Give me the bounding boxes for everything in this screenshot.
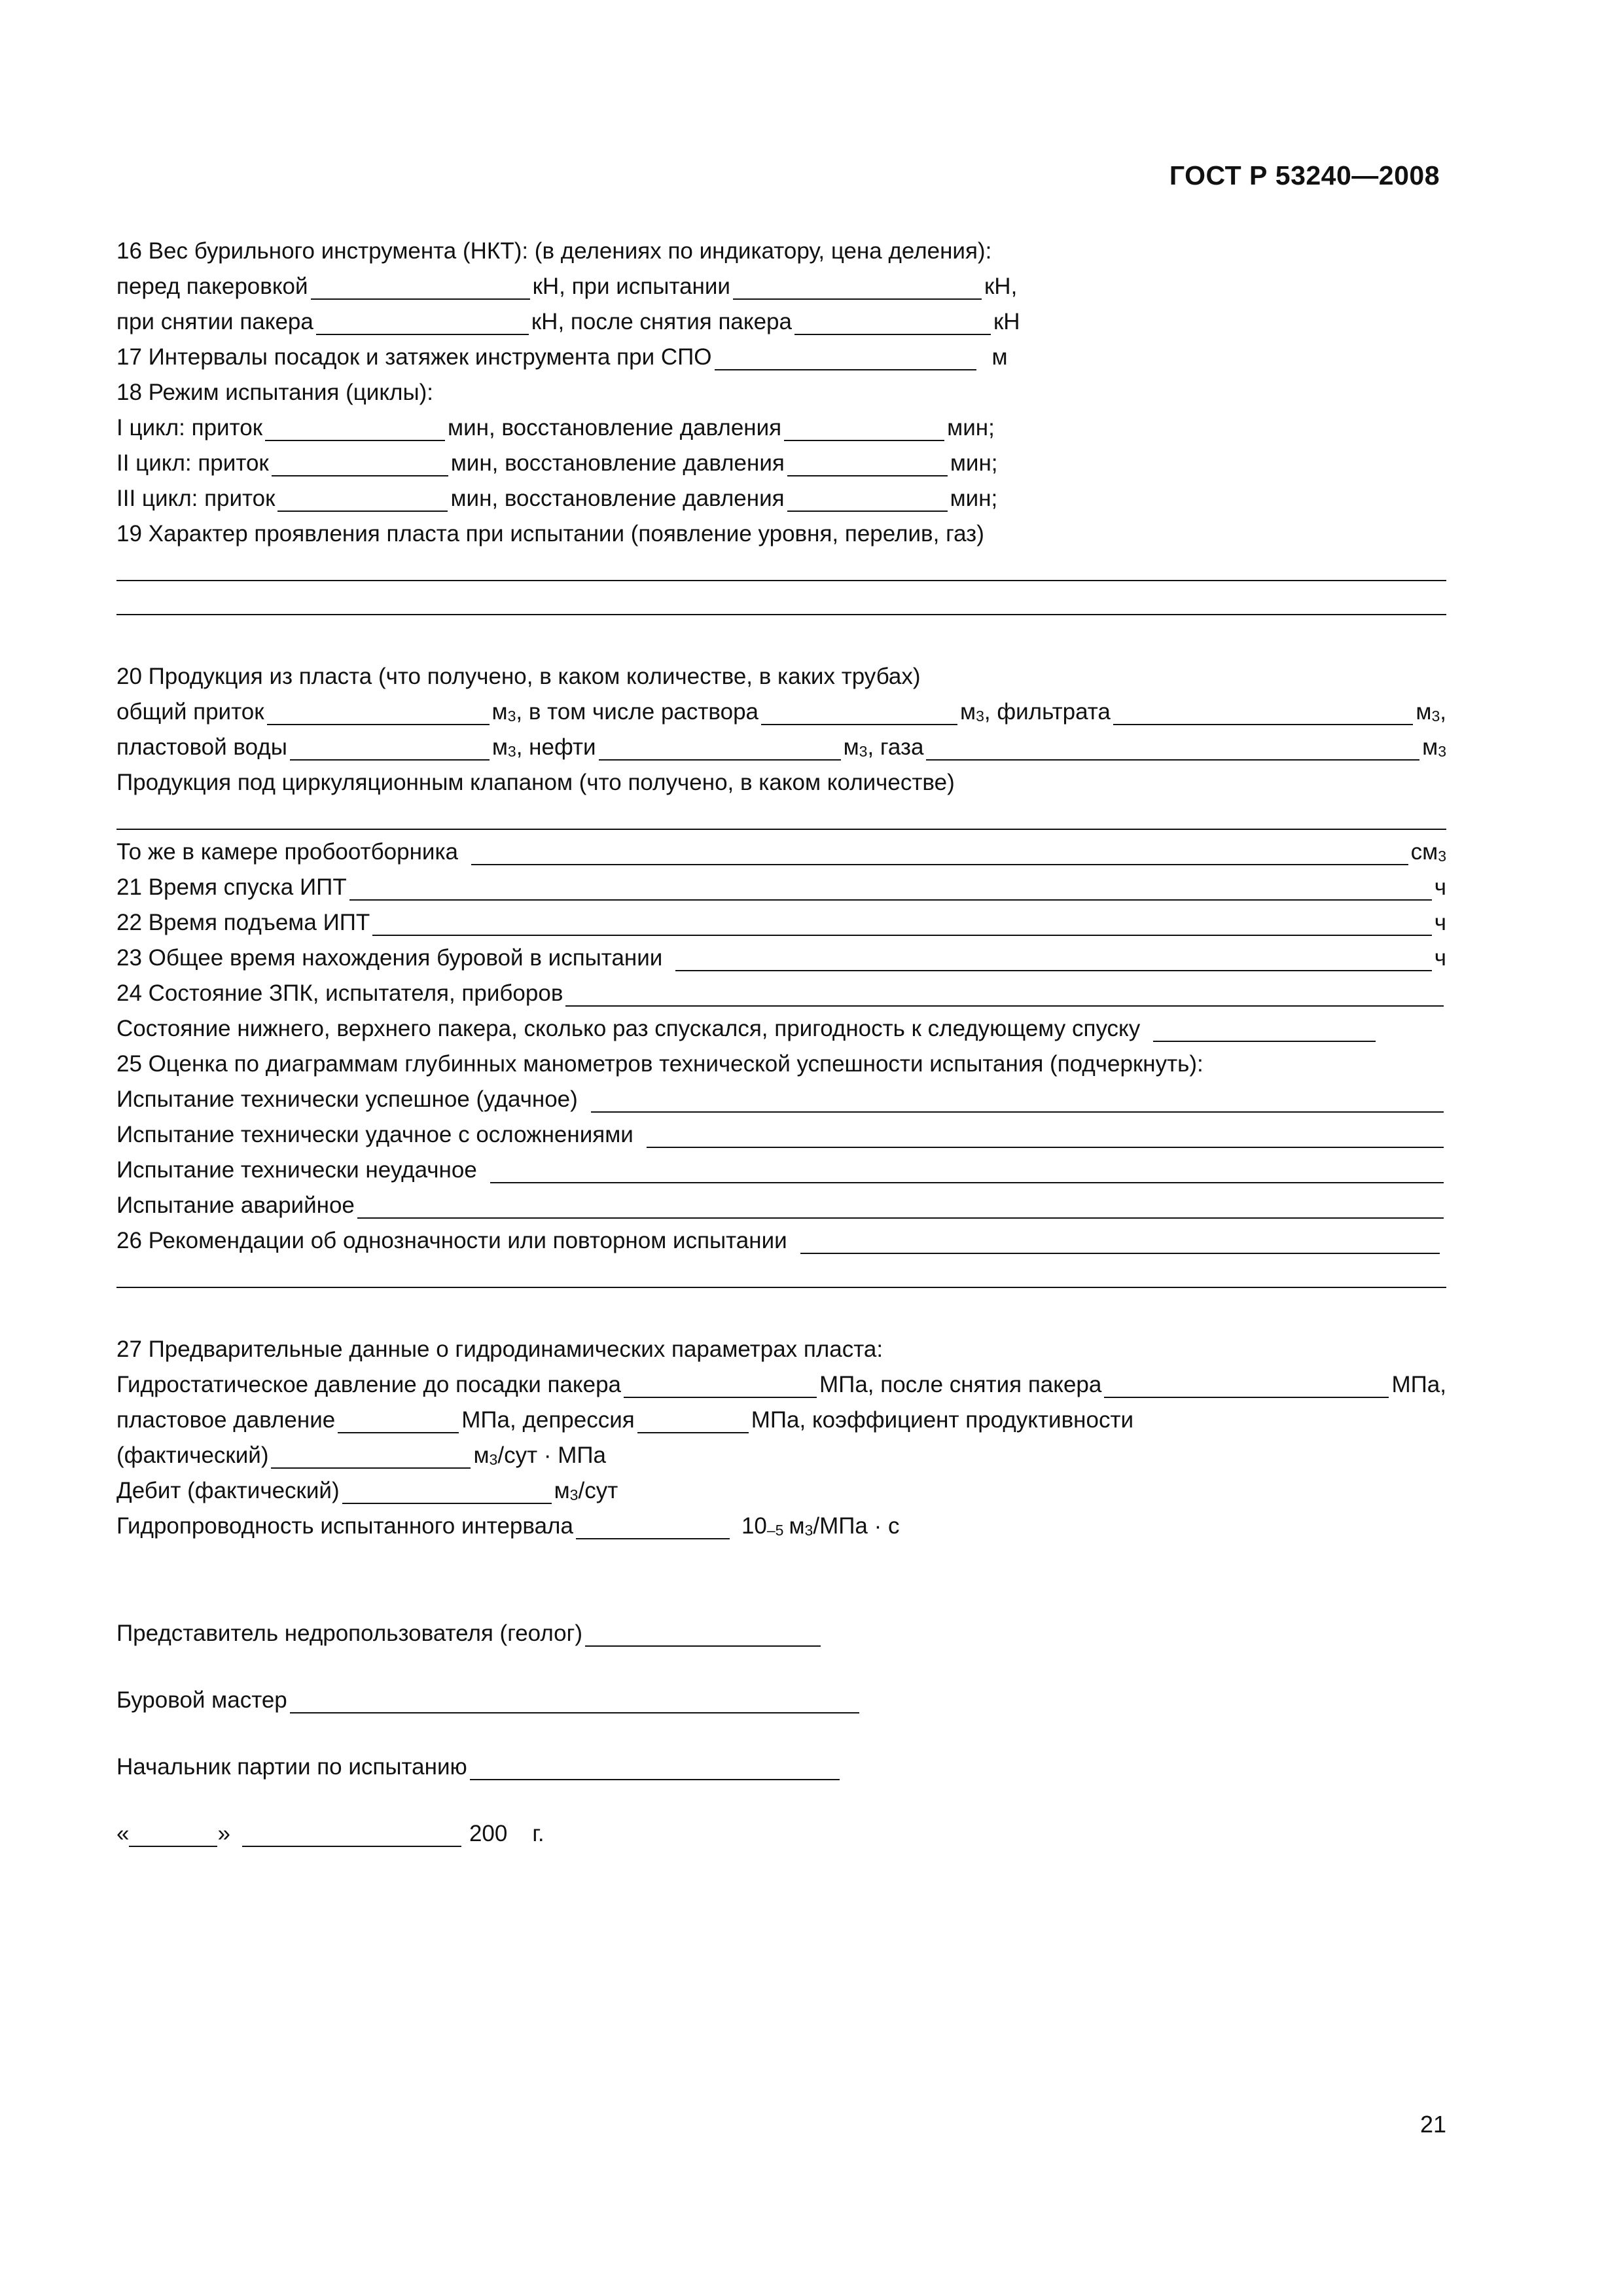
signature-representative: Представитель недропользователя (геолог) <box>116 1611 1446 1647</box>
recommendations-field[interactable] <box>800 1228 1440 1254</box>
oil-volume-field[interactable] <box>599 734 841 761</box>
cycle-3-recovery-field[interactable] <box>787 486 948 512</box>
drilling-master-signature-field[interactable] <box>290 1687 859 1713</box>
date-line: « » 200 г. <box>116 1821 544 1846</box>
weight-during-test-field[interactable] <box>733 274 982 300</box>
cycle-2-recovery-field[interactable] <box>787 450 948 476</box>
assessment-failure-field[interactable] <box>490 1157 1444 1183</box>
item-27-line-e: Гидропроводность испытанного интервала 10 –5 м 3 /МПа · с <box>116 1513 900 1539</box>
item-27: 27 Предварительные данные о гидродинамических параметрах пласта: <box>116 1336 883 1362</box>
item-27-line-a: Гидростатическое давление до посадки пакера МПа, после снятия пакера МПа, <box>116 1372 1446 1397</box>
recommendations-line-2[interactable] <box>116 1254 1446 1288</box>
item-22: 22 Время подъема ИПТ ч <box>116 910 1446 935</box>
assessment-success: Испытание технически успешное (удачное) <box>116 1077 1446 1113</box>
test-report-form <box>116 229 1446 1847</box>
transmissibility-field[interactable] <box>576 1513 730 1539</box>
item-26: 26 Рекомендации об однозначности или повторном испытании <box>116 1219 1446 1254</box>
formation-behavior-line-1[interactable] <box>116 547 1446 581</box>
item-20-line-b: пластовой воды м 3 , нефти м 3 , газа м 3 <box>116 734 1446 760</box>
item-16: 16 Вес бурильного инструмента (НКТ): (в делениях по индикатору, цена деления): <box>116 238 992 264</box>
item-27-line-c: (фактический) м 3 /сут · МПа <box>116 1443 606 1468</box>
document-code: ГОСТ Р 53240—2008 <box>1169 160 1440 190</box>
item-20-line-a: общий приток м 3 , в том числе раствора м 3 , фильтрата м 3 , <box>116 699 1446 725</box>
weight-after-packer-removal-field[interactable] <box>794 309 991 335</box>
circulation-valve-production-line[interactable] <box>116 796 1446 830</box>
productivity-coefficient-field[interactable] <box>271 1443 471 1469</box>
representative-signature-field[interactable] <box>585 1621 821 1647</box>
weight-packer-removal-field[interactable] <box>316 309 529 335</box>
assessment-complications-field[interactable] <box>647 1122 1444 1148</box>
item-24-packer: Состояние нижнего, верхнего пакера, сколько раз спускался, пригодность к следующему спуску <box>116 1007 1446 1042</box>
cycle-3-inflow-field[interactable] <box>277 486 448 512</box>
item-27-line-d: Дебит (фактический) м 3 /сут <box>116 1478 618 1503</box>
party-chief-signature-field[interactable] <box>470 1754 840 1780</box>
date-day-field[interactable] <box>129 1821 217 1847</box>
flow-rate-field[interactable] <box>342 1478 552 1504</box>
assessment-failure: Испытание технически неудачное <box>116 1148 1446 1183</box>
formation-behavior-line-2[interactable] <box>116 581 1446 615</box>
weight-before-packing-field[interactable] <box>311 274 530 300</box>
item-18: 18 Режим испытания (циклы): <box>116 380 434 405</box>
cycle-1-recovery-field[interactable] <box>784 415 944 441</box>
cycle-1: I цикл: приток мин, восстановление давления мин; <box>116 415 995 440</box>
item-19: 19 Характер проявления пласта при испытании (появление уровня, перелив, газ) <box>116 521 984 547</box>
equipment-state-field[interactable] <box>565 980 1444 1007</box>
gas-volume-field[interactable] <box>926 734 1419 761</box>
signature-drilling-master: Буровой мастер <box>116 1678 1446 1713</box>
sampler-chamber-row: То же в камере пробоотборника см 3 <box>116 839 1446 865</box>
cycle-2-inflow-field[interactable] <box>272 450 448 476</box>
page-number: 21 <box>1419 2111 1446 2138</box>
drawdown-field[interactable] <box>637 1407 749 1433</box>
item-27-line-b: пластовое давление МПа, депрессия МПа, коэффициент продуктивности <box>116 1407 1134 1433</box>
assessment-complications: Испытание технически удачное с осложнениями <box>116 1113 1446 1148</box>
item-20-line-c: Продукция под циркуляционным клапаном (что получено, в каком количестве) <box>116 770 955 795</box>
assessment-emergency-field[interactable] <box>357 1193 1444 1219</box>
date-month-field[interactable] <box>242 1821 461 1847</box>
hydrostatic-pressure-before-field[interactable] <box>624 1372 817 1398</box>
ipt-pull-out-time-field[interactable] <box>372 910 1431 936</box>
total-inflow-field[interactable] <box>267 699 490 725</box>
item-16-line-a: перед пакеровкой кН, при испытании кН, <box>116 274 1018 299</box>
signature-party-chief: Начальник партии по испытанию <box>116 1745 1446 1780</box>
date-year-field[interactable] <box>510 1822 529 1847</box>
item-17: 17 Интервалы посадок и затяжек инструмента при СПО м <box>116 344 1008 370</box>
item-23: 23 Общее время нахождения буровой в испытании ч <box>116 945 1446 971</box>
item-21: 21 Время спуска ИПТ ч <box>116 874 1446 900</box>
item-25: 25 Оценка по диаграммам глубинных манометров технической успешности испытания (подчеркнуть): <box>116 1051 1204 1077</box>
mud-volume-field[interactable] <box>761 699 957 725</box>
sampler-chamber-field[interactable] <box>471 839 1408 865</box>
assessment-emergency: Испытание аварийное <box>116 1183 1446 1219</box>
item-24: 24 Состояние ЗПК, испытателя, приборов <box>116 971 1446 1007</box>
total-test-time-field[interactable] <box>675 945 1431 971</box>
hydrostatic-pressure-after-field[interactable] <box>1104 1372 1389 1398</box>
assessment-success-field[interactable] <box>591 1086 1444 1113</box>
spo-intervals-field[interactable] <box>715 344 976 370</box>
cycle-3: III цикл: приток мин, восстановление давления мин; <box>116 486 998 511</box>
ipt-run-in-time-field[interactable] <box>349 874 1432 901</box>
formation-pressure-field[interactable] <box>338 1407 459 1433</box>
item-16-line-b: при снятии пакера кН, после снятия пакера кН <box>116 309 1020 334</box>
cycle-2: II цикл: приток мин, восстановление давления мин; <box>116 450 998 476</box>
cycle-1-inflow-field[interactable] <box>265 415 445 441</box>
filtrate-volume-field[interactable] <box>1113 699 1414 725</box>
packer-state-field[interactable] <box>1153 1016 1376 1042</box>
item-20: 20 Продукция из пласта (что получено, в каком количестве, в каких трубах) <box>116 664 921 689</box>
formation-water-field[interactable] <box>290 734 490 761</box>
